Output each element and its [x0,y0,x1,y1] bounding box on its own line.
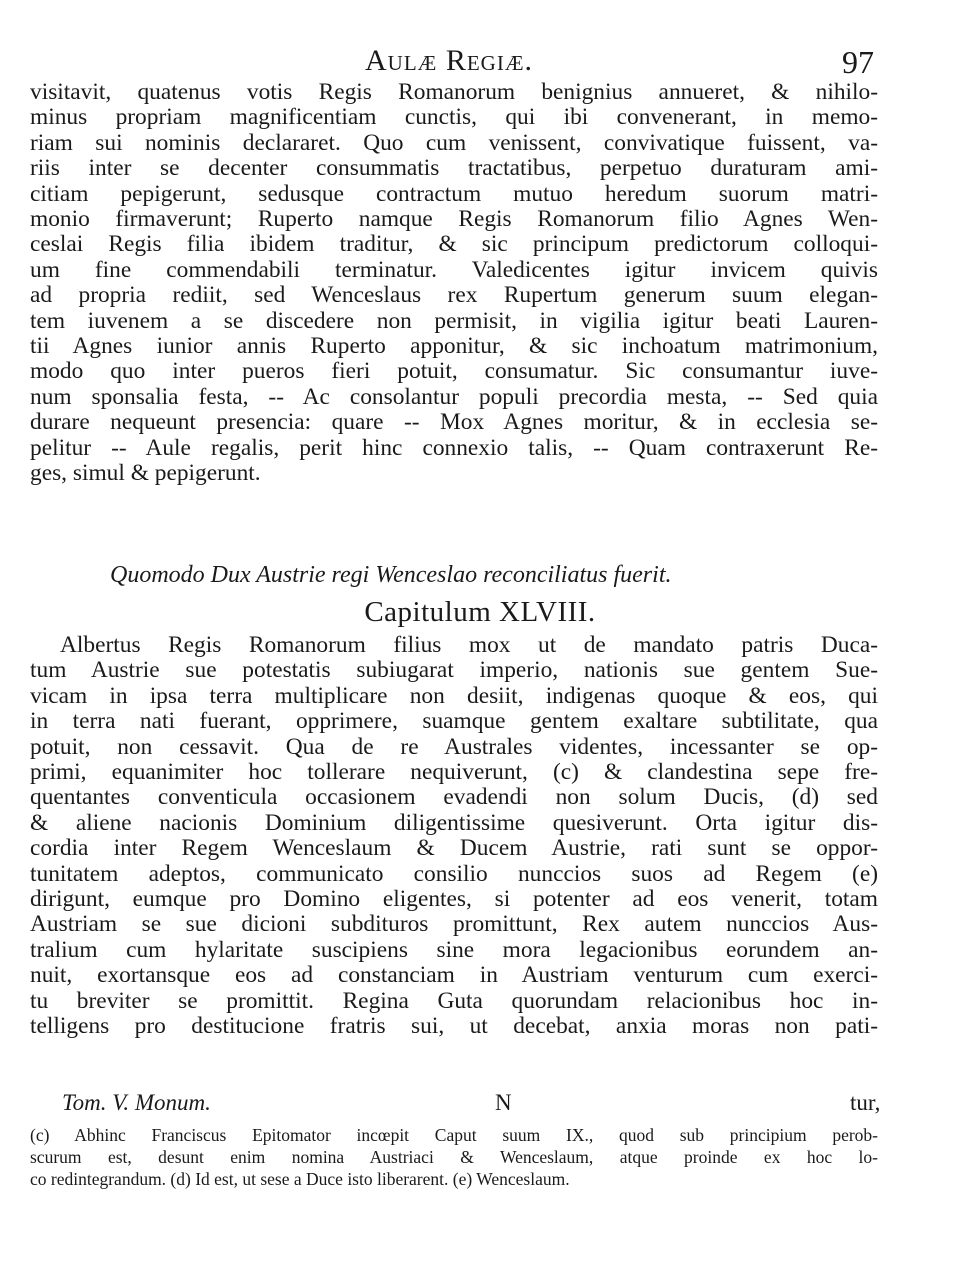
text-line: ges, simul & pepigerunt. [30,460,261,487]
text-line: um fine commendabili terminatur. Valedicentes igitur invicem quivis [30,256,878,283]
text-line: telligens pro destitucione fratris sui, ut decebat, anxia moras non pati- [30,1013,878,1040]
text-line: dirigunt, eumque pro Domino eligentes, si potenter ad eos venerit, totam [30,886,878,913]
text-line: tralium cum hylaritate suscipiens sine mora legacionibus eorundem an- [30,936,878,963]
text-line: tunitatem adeptos, communicato consilio nunccios suos ad Regem (e) [30,860,878,887]
text-line: & aliene nacionis Dominium diligentissime quesiverunt. Orta igitur dis- [30,809,878,836]
chapter-summary: Quomodo Dux Austrie regi Wenceslao reconciliatus fuerit. [110,562,672,588]
text-line: pelitur -- Aule regalis, perit hinc connexio talis, -- Quam contraxerunt Re- [30,434,878,461]
footnote-line: scurum est, desunt enim nomina Austriaci & Wenceslaum, atque proinde ex hoc lo- [30,1147,878,1167]
text-line: ad propria rediit, sed Wenceslaus rex Rupertum generum suum elegan- [30,282,878,309]
footnote-line: co redintegrandum. (d) Id est, ut sese a Duce isto liberarent. (e) Wenceslaum. [30,1169,570,1189]
text-line: nuit, exortansque eos ad constanciam in Austriam venturum cum exerci- [30,962,878,989]
text-line: Austriam se sue dicioni subdituros promittunt, Rex autem nunccios Aus- [30,911,878,938]
signature-mark: N [495,1090,512,1115]
text-line: cordia inter Regem Wenceslaum & Ducem Austrie, rati sunt se oppor- [30,835,878,862]
text-line: ceslai Regis filia ibidem traditur, & sic principum predictorum colloqui- [30,231,878,258]
chapter-text [30,633,910,1040]
text-line: riis inter se decenter consummatis tractatibus, perpetuo duraturam ami- [30,155,878,182]
text-line: modo quo inter pueros fieri potuit, consumatur. Sic consumantur iuve- [30,358,878,385]
text-line: tem iuvenem a se discedere non permisit, in vigilia igitur beati Lauren- [30,307,878,334]
footnotes [30,1124,910,1190]
text-line: primi, equanimiter hoc tollerare nequiverunt, (c) & clandestina sepe fre- [30,759,878,786]
volume-reference: Tom. V. Monum. [62,1090,211,1115]
footnote-line: (c) Abhinc Franciscus Epitomator incœpit Caput suum IX., quod sub principium perob- [30,1125,878,1145]
chapter-heading: Capitulum XLVIII. [364,596,596,628]
continued-text [30,80,910,487]
page-header [0,44,960,84]
text-line: tum Austrie sue potestatis subiugarat imperio, nationis sue gentem Sue- [30,657,878,684]
running-head: Aulæ Regiæ. [365,44,533,77]
text-line: quentantes conventicula occasionem evadendi non solum Ducis, (d) sed [30,784,878,811]
text-line: visitavit, quatenus votis Regis Romanorum benignius annueret, & nihilo- [30,79,878,105]
catchword: tur, [850,1090,881,1115]
text-line: riam sui nominis declararet. Quo cum venissent, convivatique fuissent, va- [30,129,878,156]
text-line: tii Agnes iunior annis Ruperto apponitur, & sic inchoatum matrimonium, [30,333,878,360]
text-line: citiam pepigerunt, sedusque contractum mutuo heredum suorum matri- [30,180,878,207]
text-line: durare nequeunt presencia: quare -- Mox Agnes moritur, & in ecclesia se- [30,409,878,436]
text-line: potuit, non cessavit. Qua de re Australes videntes, incessanter se op- [30,733,878,760]
text-line: in terra nati fuerant, opprimere, suamque gentem exaltare subtilitate, qua [30,708,878,735]
text-line: Albertus Regis Romanorum filius mox ut de mandato patris Duca- [60,632,878,658]
text-line: num sponsalia festa, -- Ac consolantur populi precordia mesta, -- Sed quia [30,383,878,410]
page-footer [30,1090,910,1122]
text-line: vicam in ipsa terra multiplicare non desiit, indigenas quoque & eos, qui [30,682,878,709]
page-number: 97 [842,44,874,80]
text-line: tu breviter se promittit. Regina Guta quorundam relacionibus hoc in- [30,987,878,1014]
text-line: minus propriam magnificentiam cunctis, qui ibi convenerant, in memo- [30,104,878,131]
text-line: monio firmaverunt; Ruperto namque Regis Romanorum filio Agnes Wen- [30,206,878,233]
